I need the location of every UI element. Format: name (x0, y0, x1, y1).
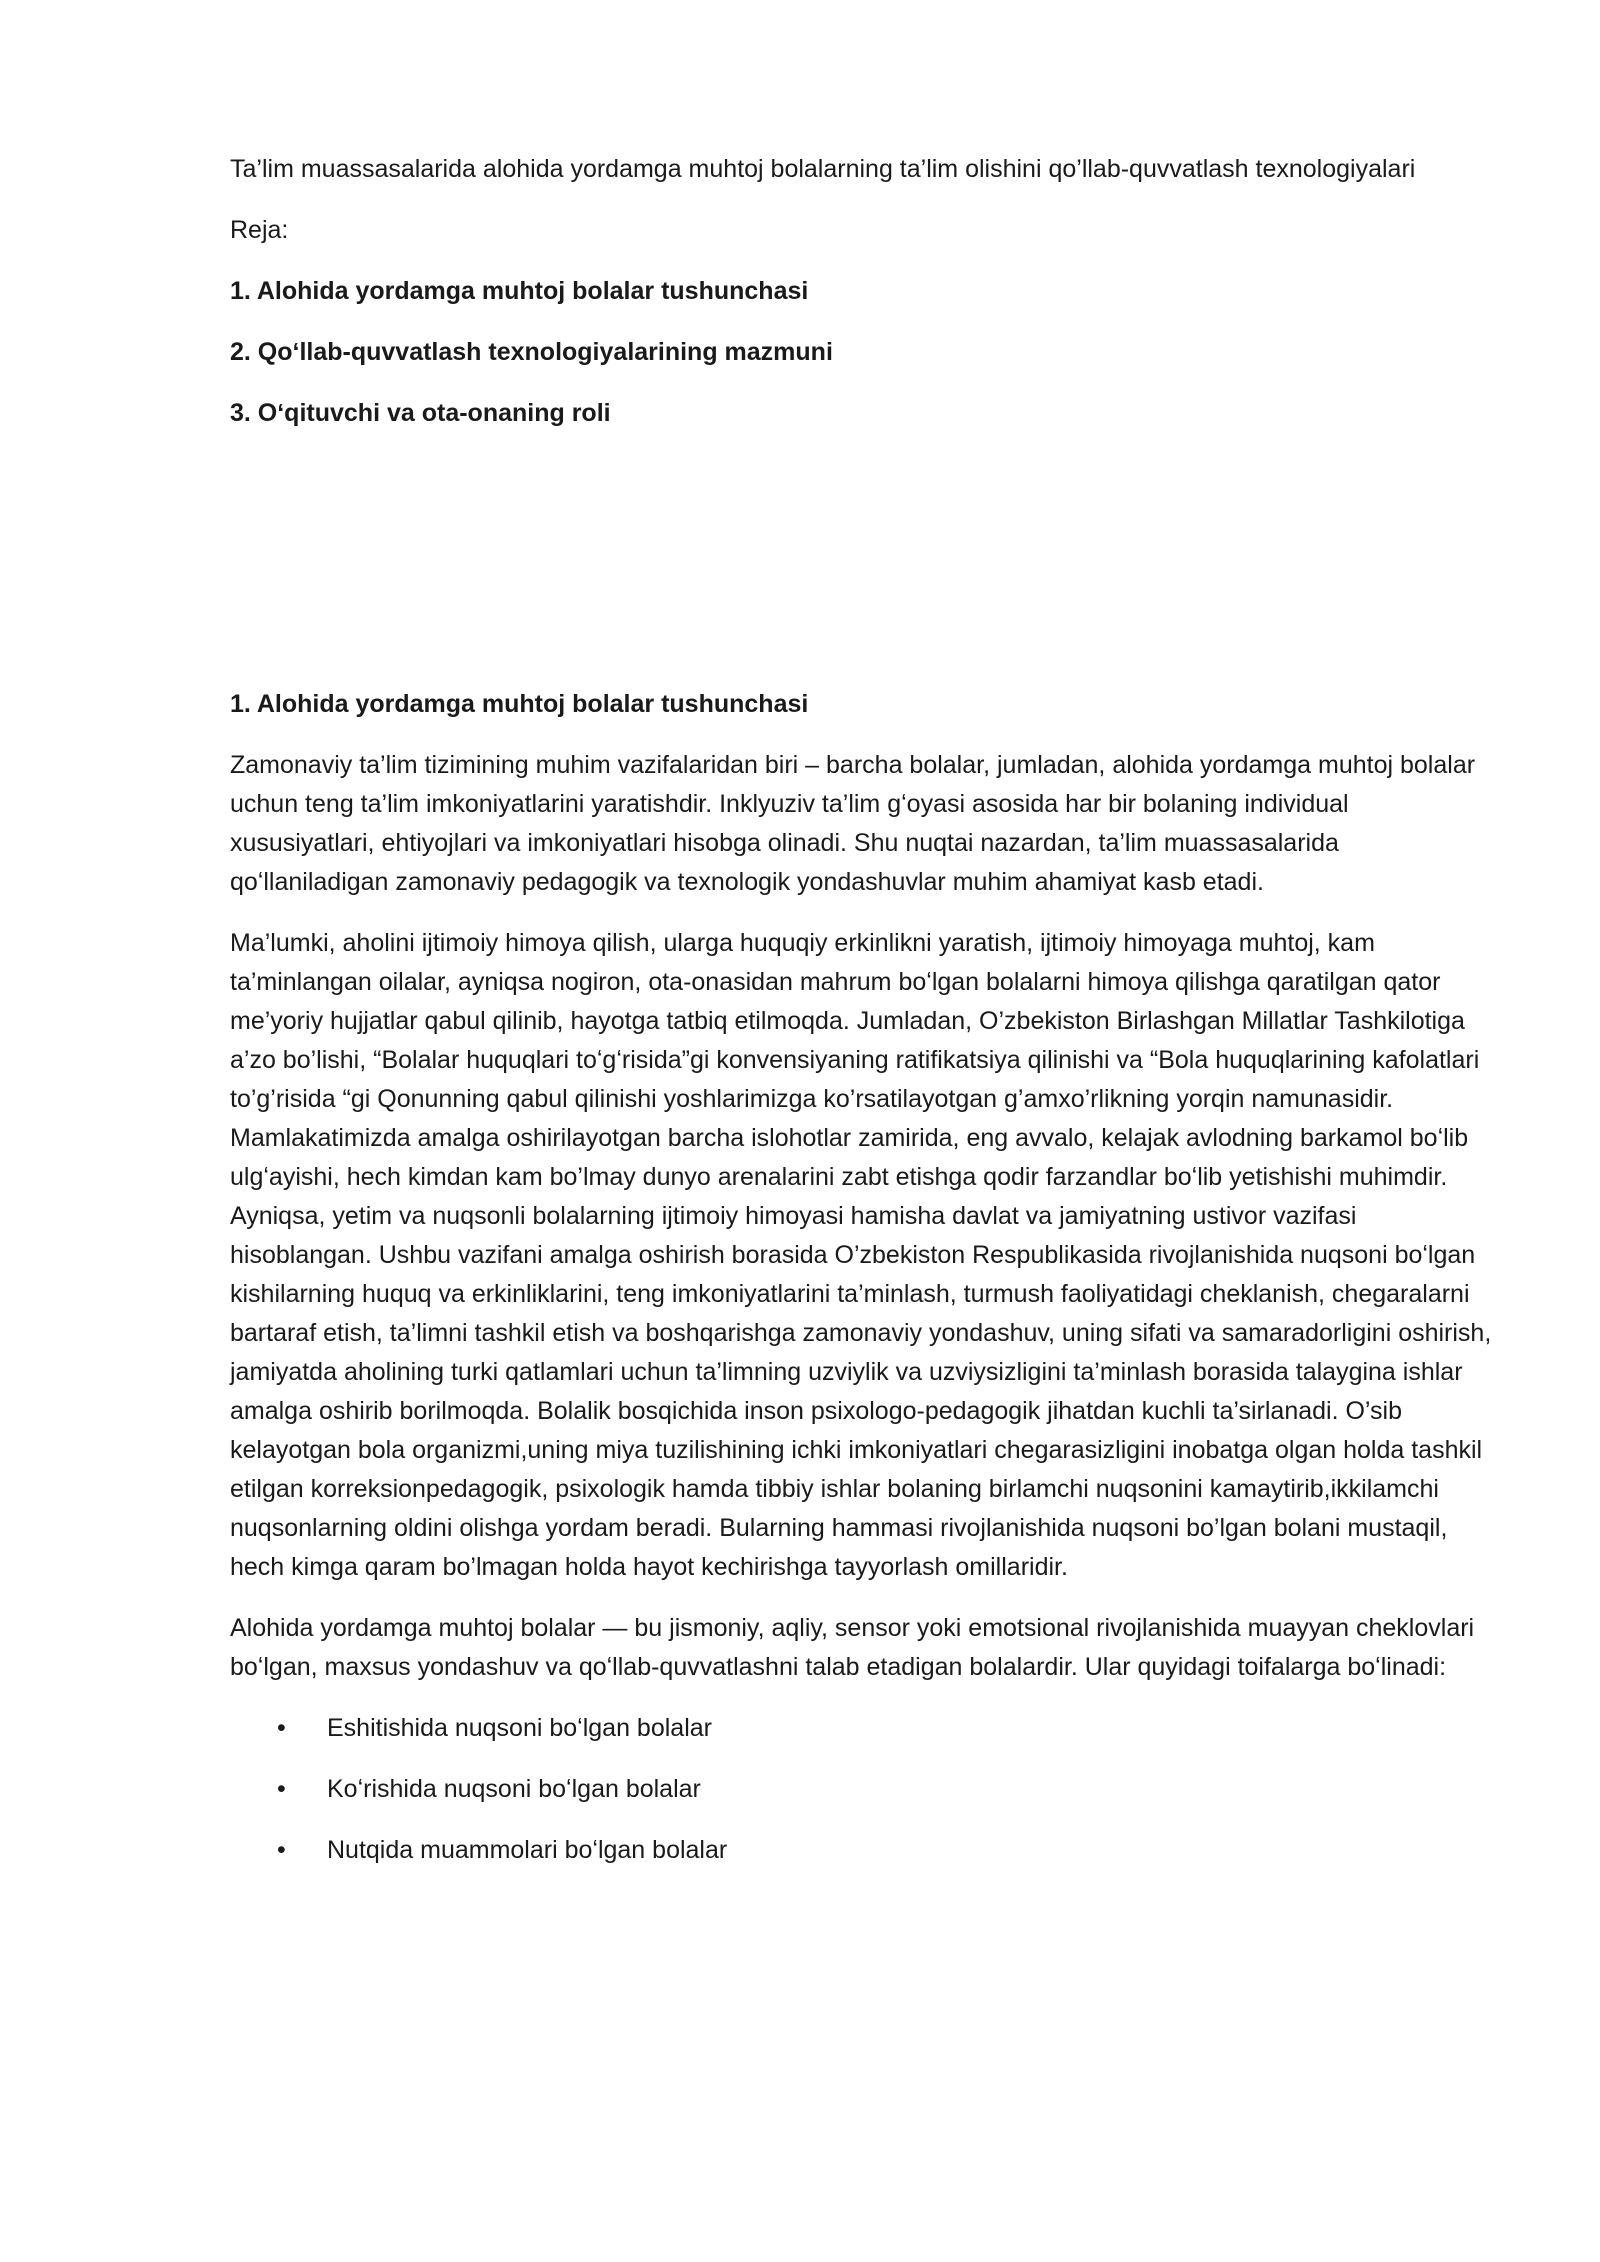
plan-item-2: 2. Qoʻllab-quvvatlash texnologiyalarining mazmuni (230, 338, 833, 366)
section-heading: 1. Alohida yordamga muhtoj bolalar tushunchasi (230, 690, 809, 718)
plan-item-3: 3. Oʻqituvchi va ota-onaning roli (230, 399, 611, 427)
paragraph-legal-context: Ma’lumki, aholini ijtimoiy himoya qilish, ularga huquqiy erkinlikni yaratish, ijtimoiy himoyaga muhtoj, kam ta’minlangan oilalar, ayniqsa nogiron, ota-onasidan mahrum boʻlgan bolalarni himoya qilishga qaratilgan qator me’yoriy hujjatlar qabul qilinib, hayotga tatbiq etilmoqda. Jumladan, O’zbekiston Birlashgan Millatlar Tashkilotiga a’zo bo’lishi, “Bolalar huquqlari toʻgʻrisida”gi konvensiyaning ratifikatsiya qilinishi va “Bola huquqlarining kafolatlari to’g’risida “gi Qonunning qabul qilinishi yoshlarimizga ko’rsatilayotgan g’amxo’rlikning yorqin namunasidir. Mamlakatimizda amalga oshirilayotgan barcha islohotlar zamirida, eng avvalo, kelajak avlodning barkamol boʻlib ulgʻayishi, hech kimdan kam bo’lmay dunyo arenalarini zabt etishga qodir farzandlar boʻlib yetishishi muhimdir. Ayniqsa, yetim va nuqsonli bolalarning ijtimoiy himoyasi hamisha davlat va jamiyatning ustivor vazifasi hisoblangan. Ushbu vazifani amalga oshirish borasida O’zbekiston Respublikasida rivojlanishida nuqsoni boʻlgan kishilarning huquq va erkinliklarini, teng imkoniyatlarini ta’minlash, turmush faoliyatidagi cheklanish, chegaralarni bartaraf etish, ta’limni tashkil etish va boshqarishga zamonaviy yondashuv, uning sifati va samaradorligini oshirish, jamiyatda aholining turki qatlamlari uchun ta’limning uzviylik va uzviysizligini ta’minlash borasida talaygina ishlar amalga oshirib borilmoqda. Bolalik bosqichida inson psixologo-pedagogik jihatdan kuchli ta’sirlanadi. O’sib kelayotgan bola organizmi,uning miya tuzilishining ichki imkoniyatlari chegarasizligini inobatga olgan holda tashkil etilgan korreksionpedagogik, psixologik hamda tibbiy ishlar bolaning birlamchi nuqsonini kamaytirib,ikkilamchi nuqsonlarning oldini olishga yordam beradi. Bularning hammasi rivojlanishida nuqsoni bo’lgan bolani mustaqil, hech kimga qaram bo’lmagan holda hayot kechirishga tayyorlash omillaridir. (230, 929, 1492, 1581)
document-title: Ta’lim muassasalarida alohida yordamga muhtoj bolalarning ta’lim olishini qo’llab-quvvatlash texnologiyalari (230, 155, 1416, 183)
bullet-icon: • (277, 1836, 286, 1864)
paragraph-definition: Alohida yordamga muhtoj bolalar — bu jismoniy, aqliy, sensor yoki emotsional rivojlanishida muayyan cheklovlari boʻlgan, maxsus yondashuv va qoʻllab-quvvatlashni talab etadigan bolalardir. Ular quyidagi toifalarga boʻlinadi: (230, 1614, 1475, 1681)
bullet-icon: • (277, 1775, 286, 1803)
list-item (230, 1770, 1500, 1809)
list-item (230, 1831, 1500, 1870)
list-item-label: Koʻrishida nuqsoni boʻlgan bolalar (327, 1775, 701, 1803)
category-list (230, 1709, 1500, 1870)
paragraph-intro: Zamonaviy ta’lim tizimining muhim vazifalaridan biri – barcha bolalar, jumladan, alohida yordamga muhtoj bolalar uchun teng ta’lim imkoniyatlarini yaratishdir. Inklyuziv ta’lim gʻoyasi asosida har bir bolaning individual xususiyatlari, ehtiyojlari va imkoniyatlari hisobga olinadi. Shu nuqtai nazardan, ta’lim muassasalarida qoʻllaniladigan zamonaviy pedagogik va texnologik yondashuvlar muhim ahamiyat kasb etadi. (230, 751, 1476, 896)
plan-item-1: 1. Alohida yordamga muhtoj bolalar tushunchasi (230, 277, 809, 305)
list-item-label: Nutqida muammolari boʻlgan bolalar (327, 1836, 728, 1864)
document-body (230, 150, 1500, 1892)
list-item-label: Eshitishida nuqsoni boʻlgan bolalar (327, 1714, 712, 1742)
page-spacer (230, 455, 1500, 685)
plan-label: Reja: (230, 216, 289, 244)
bullet-icon: • (277, 1714, 286, 1742)
list-item (230, 1709, 1500, 1748)
